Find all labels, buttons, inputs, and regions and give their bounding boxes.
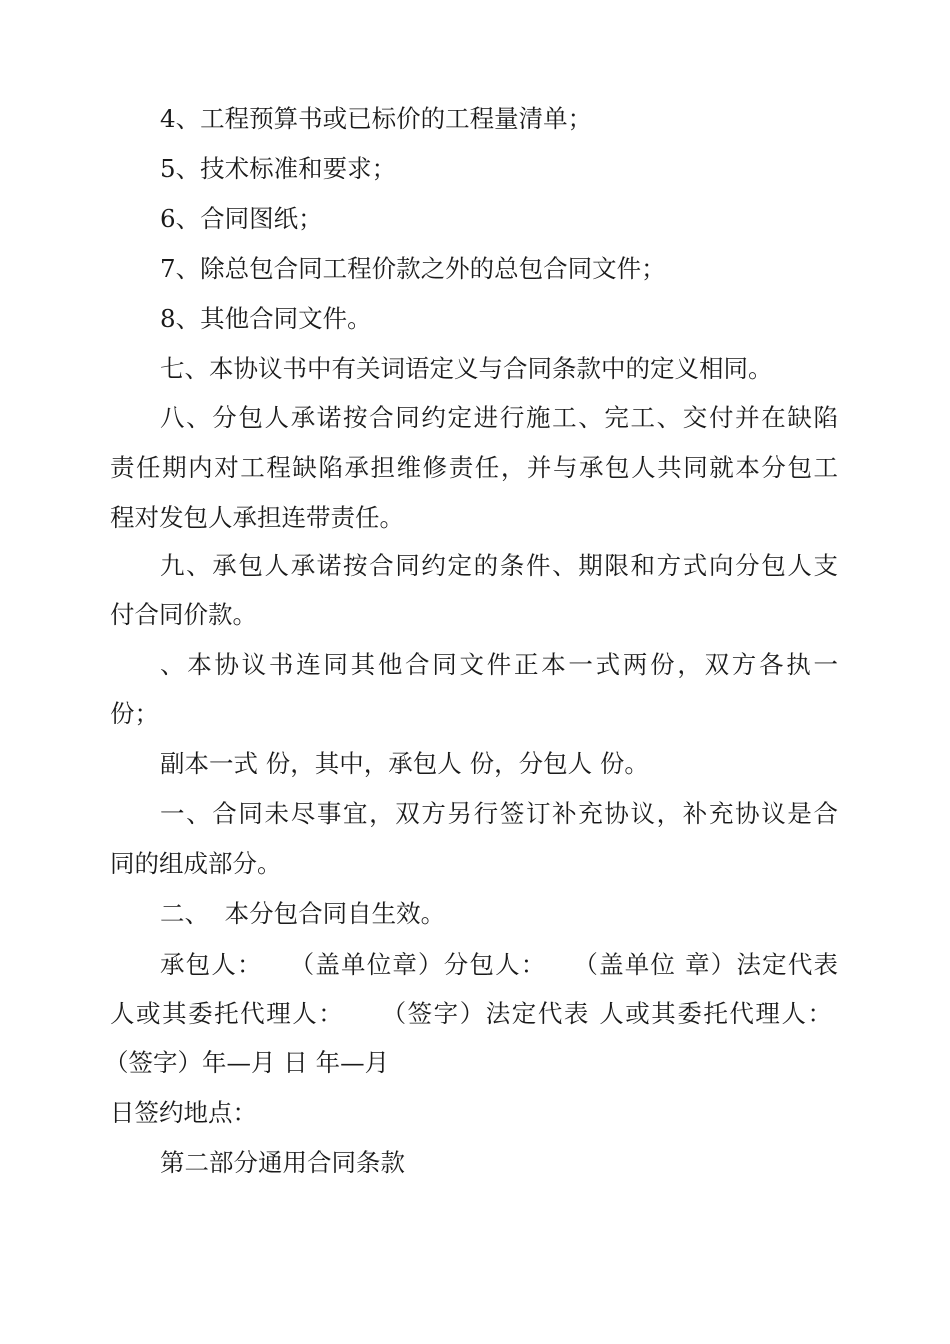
clause-9-line-2: 付合同价款。	[110, 600, 257, 629]
signing-location: 日签约地点：	[110, 1098, 257, 1127]
list-item-8: 8、其他合同文件。	[160, 304, 372, 333]
clause-8-line-1: 八、分包人承诺按合同约定进行施工、完工、交付并在缺陷	[160, 403, 838, 432]
clause-8-line-2: 责任期内对工程缺陷承担维修责任，并与承包人共同就本分包工	[110, 453, 838, 482]
signature-line-1: 承包人： （盖单位章）分包人： （盖单位 章）法定代表	[160, 950, 838, 979]
list-item-6: 6、合同图纸；	[160, 204, 323, 233]
clause-12: 二、 本分包合同自生效。	[160, 899, 446, 928]
clause-7: 七、本协议书中有关词语定义与合同条款中的定义相同。	[160, 354, 773, 383]
clause-11-line-1: 一、合同未尽事宜，双方另行签订补充协议，补充协议是合	[160, 799, 838, 828]
section-heading: 第二部分通用合同条款	[160, 1148, 405, 1177]
copies-line: 副本一式 份，其中，承包人 份，分包人 份。	[160, 749, 649, 778]
clause-11-line-2: 同的组成部分。	[110, 849, 282, 878]
clause-10-line-1: 、本协议书连同其他合同文件正本一式两份，双方各执一	[160, 650, 838, 679]
signature-line-2: 人或其委托代理人： （签字）法定代表 人或其委托代理人：	[110, 999, 832, 1028]
list-item-5: 5、技术标准和要求；	[160, 154, 397, 183]
signature-line-3: （签字）年—月 日 年—月	[104, 1048, 390, 1077]
clause-8-line-3: 程对发包人承担连带责任。	[110, 503, 404, 532]
list-item-7: 7、除总包合同工程价款之外的总包合同文件；	[160, 254, 666, 283]
list-item-4: 4、工程预算书或已标价的工程量清单；	[160, 104, 593, 133]
clause-9-line-1: 九、承包人承诺按合同约定的条件、期限和方式向分包人支	[160, 551, 838, 580]
clause-10-line-2: 份；	[110, 699, 159, 728]
